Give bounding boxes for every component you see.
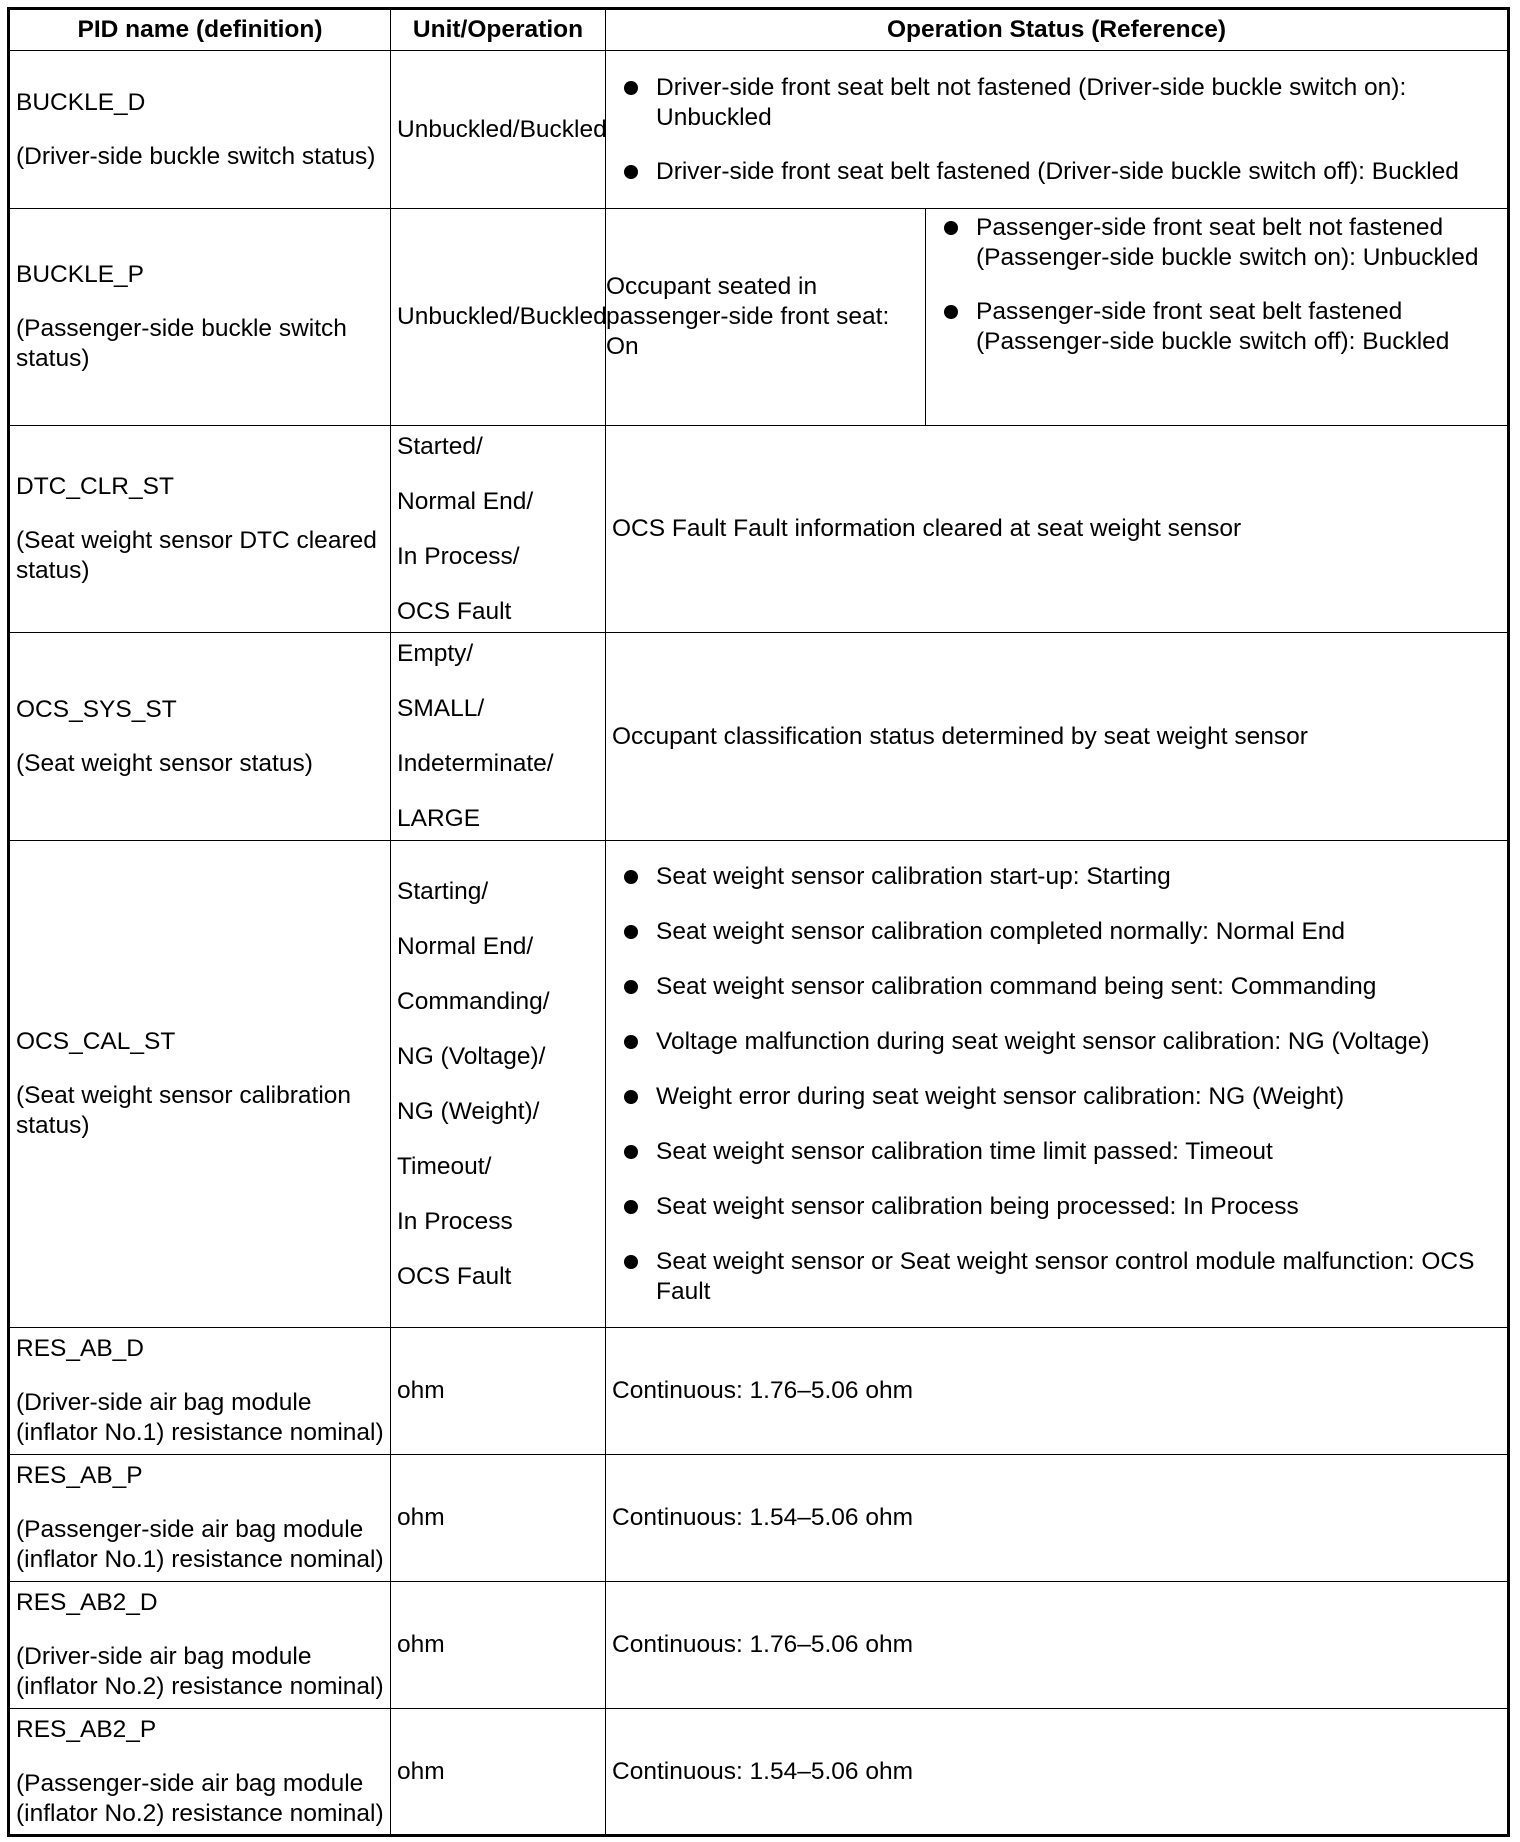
unit-value: Timeout/ [397, 1152, 492, 1180]
status-cell: Occupant classification status determined by seat weight sensor [606, 633, 1509, 841]
status-item: Driver-side front seat belt fastened (Driver-side buckle switch off): Buckled [656, 157, 1501, 187]
pid-cell [9, 1455, 391, 1582]
unit-value: LARGE [397, 805, 481, 832]
pid-definition: (Passenger-side air bag module (inflator No.1) resistance nominal) [16, 1516, 384, 1573]
table-row [9, 1709, 1509, 1836]
bullet-icon [624, 165, 638, 179]
unit-value: NG (Weight)/ [397, 1097, 540, 1125]
unit-cell [391, 1455, 606, 1582]
pid-definition: (Passenger-side buckle switch status) [16, 315, 347, 372]
unit-value: OCS Fault [397, 597, 512, 625]
table-row [9, 51, 1509, 209]
table-row [9, 209, 1509, 426]
status-list [612, 69, 1501, 191]
unit-value: In Process/ [397, 542, 520, 570]
bullet-icon [624, 1090, 638, 1104]
pid-cell [9, 1582, 391, 1709]
status-cell: OCS Fault Fault information cleared at seat weight sensor [606, 426, 1509, 633]
unit-value: NG (Voltage)/ [397, 1042, 546, 1070]
unit-value: Started/ [397, 432, 483, 460]
status-condition: Occupant seated in passenger-side front seat: On [600, 209, 926, 425]
status-item: Voltage malfunction during seat weight sensor calibration: NG (Voltage) [656, 1027, 1501, 1057]
table-row [9, 426, 1509, 633]
pid-cell [9, 1328, 391, 1455]
pid-reference-table-container [7, 7, 1510, 1837]
bullet-icon [624, 1035, 638, 1049]
pid-cell [9, 209, 391, 426]
table-row [9, 1328, 1509, 1455]
bullet-icon [624, 870, 638, 884]
bullet-icon [624, 81, 638, 95]
pid-cell [9, 51, 391, 209]
status-item: Driver-side front seat belt not fastened (Driver-side buckle switch on): Unbuckled [656, 73, 1501, 133]
status-list [612, 858, 1501, 1311]
status-item: Passenger-side front seat belt not fastened (Passenger-side buckle switch on): Unbuckled [976, 213, 1507, 273]
pid-cell [9, 633, 391, 841]
unit-cell [391, 1328, 606, 1455]
status-cell: Continuous: 1.54–5.06 ohm [606, 1455, 1509, 1582]
pid-cell [9, 426, 391, 633]
unit-value: Normal End/ [397, 932, 534, 960]
pid-name: DTC_CLR_ST [16, 473, 174, 500]
status-cell: Continuous: 1.76–5.06 ohm [606, 1328, 1509, 1455]
pid-name: RES_AB_D [16, 1335, 145, 1362]
status-item: Seat weight sensor calibration command being sent: Commanding [656, 972, 1501, 1002]
pid-name: RES_AB_P [16, 1462, 143, 1489]
unit-value: Starting/ [397, 877, 489, 905]
status-cell [606, 51, 1509, 209]
pid-definition: (Driver-side air bag module (inflator No.1) resistance nominal) [16, 1389, 384, 1446]
header-row [9, 9, 1509, 51]
unit-value: Indeterminate/ [397, 750, 554, 777]
pid-definition: (Seat weight sensor status) [16, 749, 313, 777]
bullet-icon [944, 305, 958, 319]
unit-cell [391, 1582, 606, 1709]
table-row [9, 633, 1509, 841]
unit-value: OCS Fault [397, 1262, 512, 1290]
table-row [9, 1582, 1509, 1709]
bullet-icon [624, 1145, 638, 1159]
status-cell: Continuous: 1.54–5.06 ohm [606, 1709, 1509, 1836]
unit-value: SMALL/ [397, 695, 485, 722]
bullet-icon [944, 221, 958, 235]
unit-cell [391, 633, 606, 841]
status-cell [606, 209, 1509, 426]
unit-value: Commanding/ [397, 987, 550, 1015]
table-row [9, 841, 1509, 1328]
bullet-icon [624, 925, 638, 939]
status-item: Passenger-side front seat belt fastened (Passenger-side buckle switch off): Buckled [976, 297, 1507, 357]
unit-value: ohm [397, 1504, 445, 1531]
header-operation-status: Operation Status (Reference) [606, 9, 1509, 51]
unit-value: ohm [397, 1377, 445, 1404]
unit-value: In Process [397, 1207, 513, 1235]
status-cell: Continuous: 1.76–5.06 ohm [606, 1582, 1509, 1709]
pid-definition: (Seat weight sensor calibration status) [16, 1082, 352, 1139]
pid-definition: (Driver-side buckle switch status) [16, 142, 376, 170]
pid-cell [9, 841, 391, 1328]
status-item: Weight error during seat weight sensor calibration: NG (Weight) [656, 1082, 1501, 1112]
unit-value: Unbuckled/Buckled [397, 115, 607, 143]
pid-name: RES_AB2_P [16, 1715, 157, 1743]
unit-cell [391, 426, 606, 633]
unit-cell [391, 1709, 606, 1836]
unit-value: ohm [397, 1631, 445, 1658]
bullet-icon [624, 1255, 638, 1269]
status-list [932, 209, 1507, 361]
bullet-icon [624, 1200, 638, 1214]
pid-definition: (Passenger-side air bag module (inflator No.2) resistance nominal) [16, 1769, 384, 1827]
status-item: Seat weight sensor or Seat weight sensor control module malfunction: OCS Fault [656, 1247, 1501, 1307]
header-pid-name: PID name (definition) [9, 9, 391, 51]
unit-cell [391, 841, 606, 1328]
header-unit-operation: Unit/Operation [391, 9, 606, 51]
pid-definition: (Driver-side air bag module (inflator No.2) resistance nominal) [16, 1643, 384, 1700]
table-row [9, 1455, 1509, 1582]
bullet-icon [624, 980, 638, 994]
unit-value: Normal End/ [397, 487, 534, 515]
pid-name: OCS_CAL_ST [16, 1028, 176, 1055]
pid-name: BUCKLE_P [16, 261, 145, 288]
unit-cell [391, 51, 606, 209]
unit-value: Unbuckled/Buckled [397, 303, 607, 330]
status-item: Seat weight sensor calibration being processed: In Process [656, 1192, 1501, 1222]
unit-value: Empty/ [397, 640, 474, 667]
pid-name: BUCKLE_D [16, 88, 146, 116]
status-item: Seat weight sensor calibration time limit passed: Timeout [656, 1137, 1501, 1167]
status-cell [606, 841, 1509, 1328]
unit-value: ohm [397, 1757, 445, 1785]
pid-name: OCS_SYS_ST [16, 695, 177, 723]
status-item: Seat weight sensor calibration start-up: Starting [656, 862, 1501, 892]
pid-reference-table [7, 7, 1510, 1837]
pid-name: RES_AB2_D [16, 1589, 158, 1616]
pid-cell [9, 1709, 391, 1836]
unit-cell [391, 209, 606, 426]
status-item: Seat weight sensor calibration completed normally: Normal End [656, 917, 1501, 947]
pid-definition: (Seat weight sensor DTC cleared status) [16, 527, 377, 584]
